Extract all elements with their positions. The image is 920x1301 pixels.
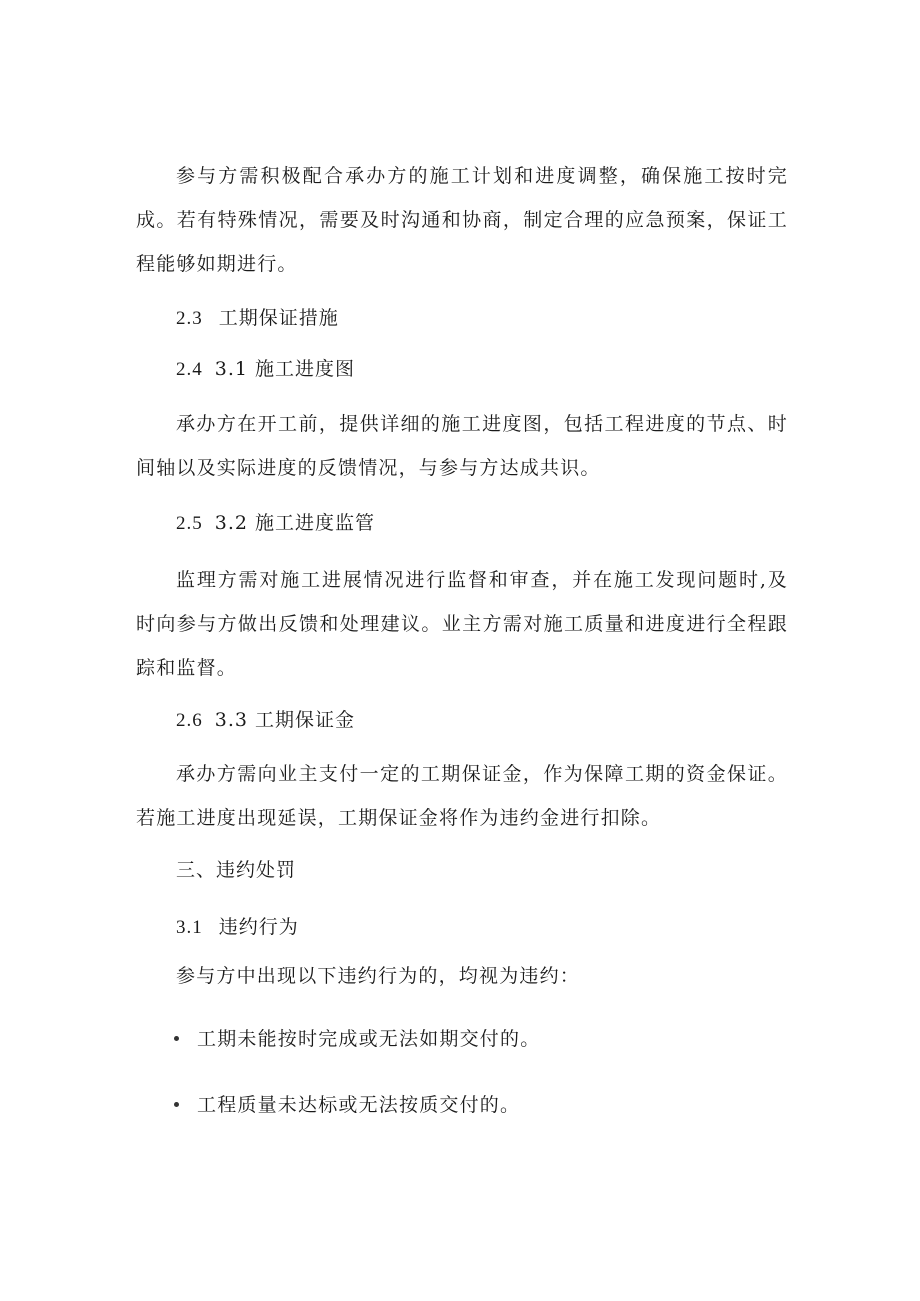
list-item-text: 工程质量未达标或无法按质交付的。 xyxy=(197,1094,521,1116)
heading-title: 3.1 施工进度图 xyxy=(214,358,356,380)
paragraph-breach-intro: 参与方中出现以下违约行为的，均视为违约： xyxy=(176,965,581,987)
heading-number: 2.6 xyxy=(176,710,203,731)
bullet-dot-icon xyxy=(174,1036,179,1041)
paragraph-progress-supervision: 监理方需对施工进展情况进行监督和审查，并在施工发现问题时,及时向参与方做出反馈和处理建议。业主方需对施工质量和进度进行全程跟踪和监督。 xyxy=(136,569,788,679)
list-item-text: 工期未能按时完成或无法如期交付的。 xyxy=(197,1028,541,1050)
heading-2-6 xyxy=(176,706,355,735)
list-item xyxy=(174,1025,540,1053)
heading-title: 违约行为 xyxy=(218,916,299,938)
list-item xyxy=(174,1091,520,1119)
heading-2-4 xyxy=(176,355,355,384)
heading-2-3 xyxy=(176,304,339,333)
heading-title: 三、违约处罚 xyxy=(176,859,297,881)
paragraph-schedule-cooperation: 参与方需积极配合承办方的施工计划和进度调整，确保施工按时完成。若有特殊情况，需要及时沟通和协商，制定合理的应急预案，保证工程能够如期进行。 xyxy=(136,165,788,275)
heading-number: 2.3 xyxy=(176,308,203,329)
heading-section-3 xyxy=(176,856,296,884)
heading-title: 3.3 工期保证金 xyxy=(214,709,356,731)
heading-3-1 xyxy=(176,913,299,942)
heading-number: 3.1 xyxy=(176,917,203,938)
paragraph-progress-chart: 承办方在开工前，提供详细的施工进度图，包括工程进度的节点、时间轴以及实际进度的反馈情况，与参与方达成共识。 xyxy=(136,413,788,479)
heading-number: 2.4 xyxy=(176,359,203,380)
bullet-dot-icon xyxy=(174,1102,179,1107)
heading-number: 2.5 xyxy=(176,513,203,534)
heading-title: 工期保证措施 xyxy=(218,307,339,329)
paragraph-schedule-deposit: 承办方需向业主支付一定的工期保证金，作为保障工期的资金保证。若施工进度出现延误，工期保证金将作为违约金进行扣除。 xyxy=(136,763,788,829)
heading-title: 3.2 施工进度监管 xyxy=(214,512,376,534)
heading-2-5 xyxy=(176,509,375,538)
